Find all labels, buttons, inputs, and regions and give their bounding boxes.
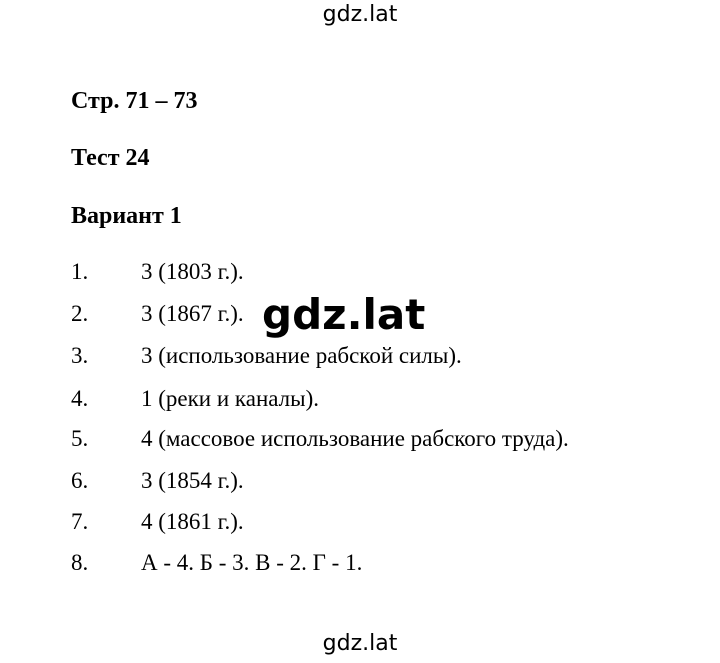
answer-text: 3 (1803 г.).: [141, 259, 244, 284]
answer-item: [0, 550, 720, 582]
answer-number: 5.: [71, 426, 89, 451]
answer-item: [0, 426, 720, 458]
answer-item: [0, 259, 720, 291]
answer-text: 1 (реки и каналы).: [141, 386, 320, 411]
answer-item: [0, 509, 720, 541]
answer-number: 4.: [71, 386, 89, 411]
answer-text: 3 (1867 г.).: [141, 301, 244, 326]
answer-text: 4 (1861 г.).: [141, 509, 244, 534]
answer-number: 3.: [71, 343, 89, 368]
answer-number: 7.: [71, 509, 89, 534]
answer-text: 3 (использование рабской силы).: [141, 343, 462, 368]
answer-item: [0, 468, 720, 500]
watermark: gdz.lat: [262, 290, 426, 339]
answer-number: 1.: [71, 259, 89, 284]
answer-text: 3 (1854 г.).: [141, 468, 244, 493]
site-header: gdz.lat: [322, 2, 398, 27]
answer-text: 4 (массовое использование рабского труда).: [141, 426, 569, 451]
answer-number: 2.: [71, 301, 89, 326]
answer-item: [0, 386, 720, 418]
answer-text: А - 4. Б - 3. В - 2. Г - 1.: [141, 550, 363, 575]
variant-title: Вариант 1: [71, 203, 182, 229]
answer-number: 8.: [71, 550, 89, 575]
answer-number: 6.: [71, 468, 89, 493]
page-reference: Стр. 71 – 73: [71, 88, 198, 114]
site-footer: gdz.lat: [322, 631, 398, 656]
test-title: Тест 24: [71, 145, 150, 171]
answer-item: [0, 343, 720, 375]
